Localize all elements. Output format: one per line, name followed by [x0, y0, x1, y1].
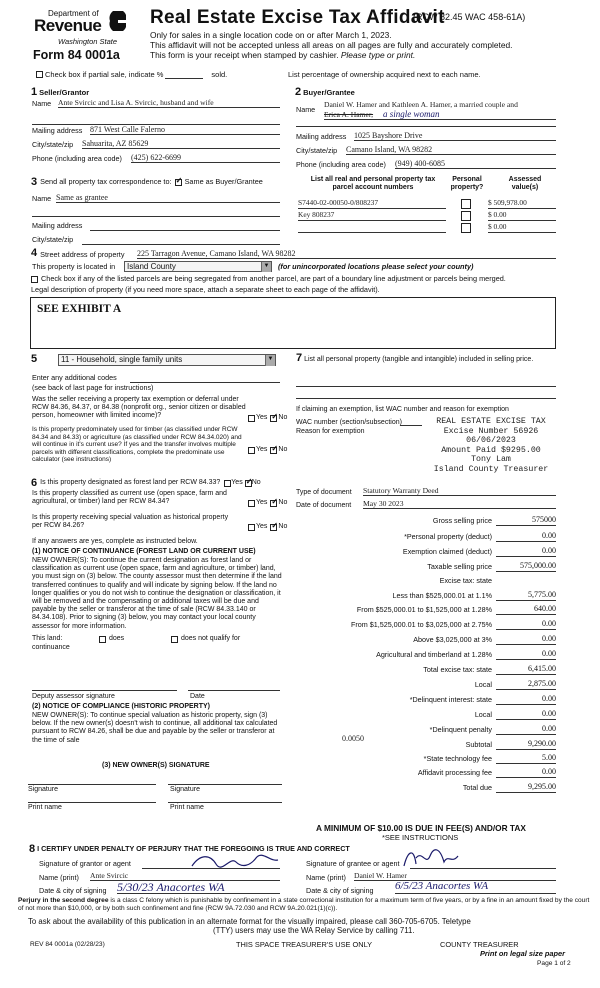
yes-label: Yes — [256, 523, 268, 530]
yes-label: Yes — [256, 414, 268, 421]
wac-number-label: WAC number (section/subsection) — [296, 419, 402, 426]
seller-name-label: Name — [32, 99, 52, 108]
notice2-title: (2) NOTICE OF COMPLIANCE (HISTORIC PROPERTY) — [32, 703, 210, 710]
tax-row-value[interactable]: 5.00 — [496, 753, 556, 764]
tax-row — [296, 752, 556, 764]
tax-row — [296, 766, 556, 778]
use-code-select[interactable] — [58, 354, 276, 366]
chevron-down-icon: ▼ — [261, 262, 271, 272]
stamp-line1: REAL ESTATE EXCISE TAX — [436, 417, 546, 426]
tax-row-label: Subtotal — [465, 740, 492, 750]
buyer-name2-text: Erica A. Hamer, — [324, 110, 374, 119]
forest-no-checkbox[interactable] — [245, 480, 252, 487]
if-yes-note: If any answers are yes, complete as instructed below. — [32, 538, 198, 545]
tax-row-value[interactable]: 0.00 — [496, 634, 556, 645]
tax-row-value[interactable]: 0.00 — [496, 767, 556, 778]
tax-row-label: *State technology fee — [423, 754, 492, 764]
tax-row — [296, 574, 556, 586]
owner-sig-label1: Signature — [28, 786, 58, 793]
continuance-label: continuance — [32, 644, 70, 651]
ada-notice-1: To ask about the availability of this publication in an alternate format for the visually impaired, please call 360-705-6705. Teletype — [28, 917, 471, 926]
yes-label: Yes — [256, 499, 268, 506]
tax-row-label: Excise tax: state — [439, 576, 492, 586]
partial-sale-checkbox[interactable] — [36, 71, 43, 78]
does-not-checkbox[interactable] — [171, 636, 178, 643]
buyer-name2-handwritten: a single woman — [382, 109, 440, 119]
owner-print-line1[interactable] — [28, 802, 156, 803]
revenue-logo-text: Revenue — [34, 16, 102, 35]
corr-name-label: Name — [32, 194, 52, 203]
grantee-signature-icon — [400, 846, 460, 873]
tax-row-label: From $525,000.01 to $1,525,000 at 1.28% — [356, 605, 492, 615]
tax-row-label: Agricultural and timberland at 1.28% — [376, 650, 492, 660]
yes-label: Yes — [231, 479, 243, 487]
use-code-value: 11 - Household, single family units — [61, 355, 183, 365]
owner-print-label2: Print name — [170, 804, 204, 811]
tax-row — [296, 738, 556, 750]
exemption-no-checkbox[interactable] — [270, 415, 277, 422]
form-citation: (RCW 82.45 WAC 458-61A) — [413, 12, 526, 22]
tax-row — [296, 708, 556, 720]
tax-row-value[interactable]: 0.00 — [496, 724, 556, 735]
assessed-value-field[interactable]: $ 0.00 — [488, 223, 556, 233]
buyer-city-label: City/state/zip — [296, 146, 338, 155]
tax-row-value[interactable]: 9,290.00 — [496, 739, 556, 750]
section-2-number: 2 — [295, 86, 302, 98]
corr-city-label: City/state/zip — [32, 235, 74, 244]
notice1-text: NEW OWNER(S): To continue the current designation as forest land or classification as current use (open space, farm and agriculture, or timber) land, you must sign on (3) below. The county assessor must then determine if the land transferred continues to qualify and will indicate by signing below. If the land no longer qualifies or you do not wish to continue the designation or classification, it will be removed and the compensating or additional taxes will be due and payable by the seller or transferor at the time of sale (RCW 84.33.140 or 84.34.108). Prior to signing (3) below, you may contact your local county assessor for more information. — [32, 557, 282, 630]
perjury-notice — [18, 897, 590, 912]
legal-description-box[interactable] — [30, 297, 556, 349]
forest-yes-checkbox[interactable] — [224, 480, 231, 487]
grantor-name-field[interactable]: Ante Svircic — [90, 871, 280, 881]
exemption-yes-no — [248, 414, 287, 422]
tax-row-label: *Delinquent interest: state — [409, 695, 492, 705]
doc-type-label: Type of document — [296, 489, 352, 496]
deputy-signature-line[interactable] — [32, 690, 177, 691]
tax-row-value[interactable]: 2,875.00 — [496, 679, 556, 690]
buyer-mail-field[interactable]: 1025 Bayshore Drive — [354, 131, 556, 141]
section-7-number: 7 — [296, 352, 303, 364]
treasurer-stamp — [416, 417, 566, 474]
tax-row-value[interactable]: 0.00 — [496, 709, 556, 720]
county-select[interactable] — [124, 261, 272, 272]
ada-notice-2: (TTY) users may use the WA Relay Service by calling 711. — [213, 926, 415, 935]
see-back-note: (see back of last page for instructions) — [32, 383, 154, 392]
tax-row-label: Total excise tax: state — [423, 665, 492, 675]
correspondence-heading — [31, 176, 263, 189]
personal-property-line2[interactable] — [296, 398, 556, 399]
tax-row-value[interactable]: 0.00 — [496, 694, 556, 705]
buyer-mail-label: Mailing address — [296, 132, 347, 141]
segregate-label: Check box if any of the listed parcels are being segregated from another parcel, are part of a boundary line adjustment or parcels being merged. — [41, 274, 506, 283]
tax-row — [296, 589, 556, 601]
tax-row-value[interactable]: 575,000.00 — [496, 561, 556, 572]
parcel-number-field[interactable]: Key 808237 — [298, 211, 446, 221]
partial-pct-field[interactable] — [165, 71, 203, 79]
tax-row-label: Affidavit processing fee — [417, 768, 492, 778]
tax-row — [296, 514, 556, 526]
tax-row-label: Total due — [462, 783, 492, 793]
parcel-col-header: List all real and personal property tax parcel account numbers — [310, 176, 436, 192]
partial-sale-label: Check box if partial sale, indicate % — [45, 70, 164, 79]
ownership-pct-note: List percentage of ownership acquired next to each name. — [288, 70, 481, 79]
doc-type-field[interactable]: Statutory Warranty Deed — [363, 486, 556, 496]
timber-no-checkbox[interactable] — [270, 447, 277, 454]
buyer-heading-text: Buyer/Grantee — [303, 88, 355, 97]
tax-row-value[interactable]: 575000 — [496, 515, 556, 526]
current-use-yes-checkbox[interactable] — [248, 500, 255, 507]
corr-name-line2 — [32, 216, 280, 217]
section-5-number: 5 — [31, 353, 38, 365]
county-note: (for unincorporated locations please select your county) — [278, 262, 474, 271]
grantor-signature-icon — [190, 852, 280, 873]
assessed-col-header: Assessed value(s) — [508, 176, 542, 192]
parcel-number-field[interactable] — [298, 223, 446, 233]
corr-mail-line[interactable] — [90, 230, 280, 231]
current-use-yes-no — [248, 499, 287, 507]
tax-row-value[interactable]: 6,415.00 — [496, 664, 556, 675]
corr-name-field[interactable]: Same as grantee — [56, 193, 280, 203]
same-as-buyer-checkbox[interactable] — [175, 179, 182, 186]
rev-number: REV 84 0001a (02/28/23) — [30, 941, 105, 948]
same-as-buyer-label: Same as Buyer/Grantee — [184, 177, 263, 187]
tax-row — [296, 648, 556, 660]
section-7-text: List all personal property (tangible and intangible) included in selling price. — [304, 356, 534, 363]
yes-label: Yes — [256, 446, 268, 453]
tax-row-label: *Personal property (deduct) — [404, 532, 492, 542]
this-land-label: This land: — [32, 635, 63, 642]
header-line3 — [150, 50, 415, 60]
header-line2: This affidavit will not be accepted unless all areas on all pages are fully and accurately completed. — [150, 40, 513, 50]
page-number: Page 1 of 2 — [537, 960, 571, 967]
buyer-name-line2[interactable] — [324, 109, 556, 120]
current-use-no-checkbox[interactable] — [270, 500, 277, 507]
tax-row — [296, 781, 556, 793]
tax-row — [296, 560, 556, 572]
forest-question: Is this property designated as forest land per RCW 84.33? — [40, 479, 221, 487]
tax-row-value[interactable]: 0.00 — [496, 531, 556, 542]
tax-row — [296, 603, 556, 615]
perjury-text: is a class C felony which is punishable by confinement in a state correctional institution for a maximum term of five years, or by a fine in an amount fixed by the court of not more than $10,000, or by both such confinement and fine (RCW 9A.72.030 and RCW 9A.20.021(1)(c)). — [18, 897, 590, 912]
stamp-excise-number: Excise Number 56926 — [443, 426, 539, 436]
personal-property-checkbox[interactable] — [461, 199, 471, 209]
seller-city-label: City/state/zip — [32, 140, 74, 149]
tax-row-label: *Delinquent penalty — [429, 725, 492, 735]
no-label: No — [278, 446, 288, 453]
no-label: No — [278, 414, 288, 421]
see-instructions-note: *SEE INSTRUCTIONS — [382, 833, 459, 842]
street-label: Street address of property — [40, 250, 125, 260]
stamp-date: 06/06/2023 — [466, 436, 516, 446]
new-owner-signature-title: (3) NEW OWNER(S) SIGNATURE — [102, 762, 210, 769]
form-title: Real Estate Excise Tax Affidavit — [150, 7, 445, 28]
exemption-yes-checkbox[interactable] — [248, 415, 255, 422]
does-checkbox[interactable] — [99, 636, 106, 643]
corr-city-line[interactable] — [82, 244, 280, 245]
legal-description-text: SEE EXHIBIT A — [37, 303, 122, 315]
buyer-name-line1[interactable]: Daniel W. Hamer and Kathleen A. Hamer, a married couple and — [324, 100, 518, 109]
stamp-amount: Amount Paid $9295.00 — [441, 445, 541, 455]
personal-col-header: Personal property? — [450, 176, 484, 192]
located-label: This property is located in — [32, 262, 116, 271]
county-select-value: Island County — [127, 261, 176, 271]
wac-line[interactable] — [400, 425, 422, 426]
grantee-name-field[interactable]: Daniel W. Hamer — [354, 871, 556, 881]
seller-mail-label: Mailing address — [32, 126, 83, 135]
grantee-name-label: Name (print) — [306, 873, 346, 882]
historic-yes-checkbox[interactable] — [248, 524, 255, 531]
tax-row-label: Taxable selling price — [427, 562, 492, 572]
grantor-sig-label: Signature of grantor or agent — [39, 859, 131, 868]
correspondence-heading-text: Send all property tax correspondence to: — [40, 177, 172, 187]
grantor-date-label: Date & city of signing — [39, 886, 107, 895]
personal-property-checkbox[interactable] — [461, 211, 471, 221]
seller-name-field[interactable]: Ante Svircic and Lisa A. Svircic, husband and wife — [58, 98, 280, 108]
tax-row-label: Exemption claimed (deduct) — [402, 547, 492, 557]
notice2-text: NEW OWNER(S): To continue special valuation as historic property, sign (3) below. If the new owner(s) doesn't wish to continue, all additional tax calculated pursuant to RCW 84.26, shall be due and payable by the seller or transferor at the time of sale — [32, 712, 278, 744]
timber-question: Is this property predominately used for timber (as classified under RCW 84.34 and 84.33) or agriculture (as classified under RCW 84.34.020) and will continue in it's current use? If yes and the transfer involves multiple parcels with different classifications, complete the predominate use calculator (see instructions) — [32, 426, 242, 464]
segregate-checkbox[interactable] — [31, 276, 38, 283]
tax-row-label: Less than $525,000.01 at 1.1% — [392, 591, 492, 601]
print-legal-note: Print on legal size paper — [480, 949, 566, 958]
owner-print-line2[interactable] — [168, 802, 282, 803]
county-treasurer-label: COUNTY TREASURER — [440, 940, 519, 949]
parcel-number-field[interactable]: S7440-02-00050-0/808237 — [298, 199, 446, 209]
exemption-question: Was the seller receiving a property tax exemption or deferral under RCW 84.36, 84.37, or 84.38 (nonprofit org., senior citizen or disabled person, homeowner with limited income)? — [32, 396, 246, 420]
tax-row — [296, 678, 556, 690]
tax-row-value[interactable]: 0.00 — [496, 619, 556, 630]
sold-label: sold. — [211, 70, 228, 79]
form-number: Form 84 0001a — [33, 48, 120, 62]
seller-phone-field[interactable]: (425) 622-6699 — [131, 153, 280, 163]
current-use-question: Is this property classified as current use (open space, farm and agricultural, or timber) land per RCW 84.34? — [32, 490, 227, 506]
section-6-number: 6 — [31, 477, 38, 489]
section-3-number: 3 — [31, 176, 38, 188]
forest-question-row — [31, 477, 261, 490]
timber-yes-no — [248, 446, 287, 454]
tax-row — [296, 618, 556, 630]
no-label: No — [278, 523, 288, 530]
section-7-heading — [296, 352, 556, 365]
grantee-date-label: Date & city of signing — [306, 886, 374, 895]
legal-label: Legal description of property (if you need more space, attach a separate sheet to each page of the affidavit). — [31, 285, 380, 294]
buyer-heading — [295, 86, 355, 99]
local-rate: 0.0050 — [342, 734, 364, 743]
assessed-value-field[interactable]: $ 0.00 — [488, 211, 556, 221]
seller-heading-text: Seller/Grantor — [39, 88, 90, 97]
street-field[interactable]: 225 Tarragon Avenue, Camano Island, WA 98282 — [137, 249, 556, 259]
tax-row-label: Local — [474, 680, 492, 690]
personal-property-line1[interactable] — [296, 386, 556, 387]
seller-phone-label: Phone (including area code) — [32, 154, 122, 163]
corr-mail-label: Mailing address — [32, 221, 83, 230]
dept-of-label: Department of — [48, 9, 99, 18]
state-label: Washington State — [58, 37, 118, 46]
certify-text: I CERTIFY UNDER PENALTY OF PERJURY THAT THE FOREGOING IS TRUE AND CORRECT — [37, 844, 350, 854]
section-1-number: 1 — [31, 86, 38, 98]
tax-row-value[interactable]: 640.00 — [496, 604, 556, 615]
buyer-name-label: Name — [296, 105, 316, 114]
reason-exemption-label: Reason for exemption — [296, 428, 365, 435]
no-label: No — [251, 479, 261, 487]
grantee-sig-label: Signature of grantee or agent — [306, 859, 400, 868]
grantor-name-label: Name (print) — [39, 873, 79, 882]
tax-row — [296, 545, 556, 557]
tax-row — [296, 723, 556, 735]
seller-city-field[interactable]: Sahuarita, AZ 85629 — [82, 139, 280, 149]
owner-sig-label2: Signature — [170, 786, 200, 793]
header-line3-emph: Please type or print. — [340, 50, 416, 60]
owner-sig-line1[interactable] — [28, 784, 156, 785]
tax-row-value[interactable]: 0.00 — [496, 546, 556, 557]
additional-codes-label: Enter any additional codes — [32, 373, 117, 382]
does-not-label: does not qualify for — [181, 635, 241, 642]
tax-row-label: Above $3,025,000 at 3% — [413, 635, 492, 645]
this-land-row — [32, 635, 240, 643]
timber-yes-checkbox[interactable] — [248, 447, 255, 454]
section-8-number: 8 — [29, 843, 36, 855]
buyer-name-line3 — [296, 126, 556, 127]
header-line1: Only for sales in a single location code on or after March 1, 2023. — [150, 30, 392, 40]
buyer-phone-field[interactable]: (949) 400-6085 — [395, 159, 556, 169]
tax-row-value[interactable]: 9,295.00 — [496, 782, 556, 793]
tax-row-value[interactable]: 0.00 — [496, 649, 556, 660]
notice1-title: (1) NOTICE OF CONTINUANCE (FOREST LAND OR CURRENT USE) — [32, 548, 256, 555]
historic-question: Is this property receiving special valuation as historical property per RCW 84.26? — [32, 514, 229, 530]
partial-sale-row — [36, 70, 227, 79]
assessed-value-field[interactable]: $ 509,978.00 — [488, 199, 556, 209]
historic-yes-no — [248, 523, 287, 531]
owner-sig-line2[interactable] — [168, 784, 282, 785]
street-row — [31, 247, 125, 260]
tax-row-label: Local — [474, 710, 492, 720]
doc-date-field[interactable]: May 30 2023 — [363, 499, 556, 509]
header-line3-text: This form is your receipt when stamped by cashier. — [150, 50, 341, 60]
deputy-date-line[interactable] — [188, 690, 280, 691]
tax-row — [296, 530, 556, 542]
deputy-date-label: Date — [190, 693, 205, 700]
stamp-treasurer-title: Island County Treasurer — [433, 464, 549, 474]
doc-date-label: Date of document — [296, 502, 352, 509]
perjury-bold: Perjury in the second degree — [18, 897, 109, 904]
deputy-sig-label: Deputy assessor signature — [32, 693, 115, 700]
stamp-treasurer-name: Tony Lam — [471, 455, 511, 465]
tax-row-value[interactable]: 5,775.00 — [496, 590, 556, 601]
historic-no-checkbox[interactable] — [270, 524, 277, 531]
grantor-date-field[interactable]: 5/30/23 Anacortes WA — [117, 880, 280, 894]
does-label: does — [109, 635, 125, 642]
tax-row-label: Gross selling price — [432, 516, 492, 526]
grantee-date-field[interactable]: 6/5/23 Anacortes WA — [395, 880, 556, 894]
treasurer-use-label: THIS SPACE TREASURER'S USE ONLY — [236, 940, 373, 949]
buyer-phone-label: Phone (including area code) — [296, 160, 386, 169]
chevron-down-icon: ▼ — [265, 355, 275, 366]
section-4-number: 4 — [31, 247, 38, 259]
tax-row — [296, 663, 556, 675]
tax-row — [296, 633, 556, 645]
personal-property-checkbox[interactable] — [461, 223, 471, 233]
segregate-row — [31, 275, 506, 284]
claim-exemption-label: If claiming an exemption, list WAC number and reason for exemption — [296, 406, 509, 413]
owner-print-label1: Print name — [28, 804, 62, 811]
no-label: No — [278, 499, 288, 506]
seller-mail-field[interactable]: 871 West Calle Falerno — [90, 125, 280, 135]
buyer-city-field[interactable]: Camano Island, WA 98282 — [346, 145, 556, 155]
tax-row-label: From $1,525,000.01 to $3,025,000 at 2.75% — [350, 620, 492, 630]
minimum-fee-note: A MINIMUM OF $10.00 IS DUE IN FEE(S) AND/OR TAX — [316, 823, 526, 833]
tax-row — [296, 693, 556, 705]
dor-logo-icon — [108, 11, 128, 34]
